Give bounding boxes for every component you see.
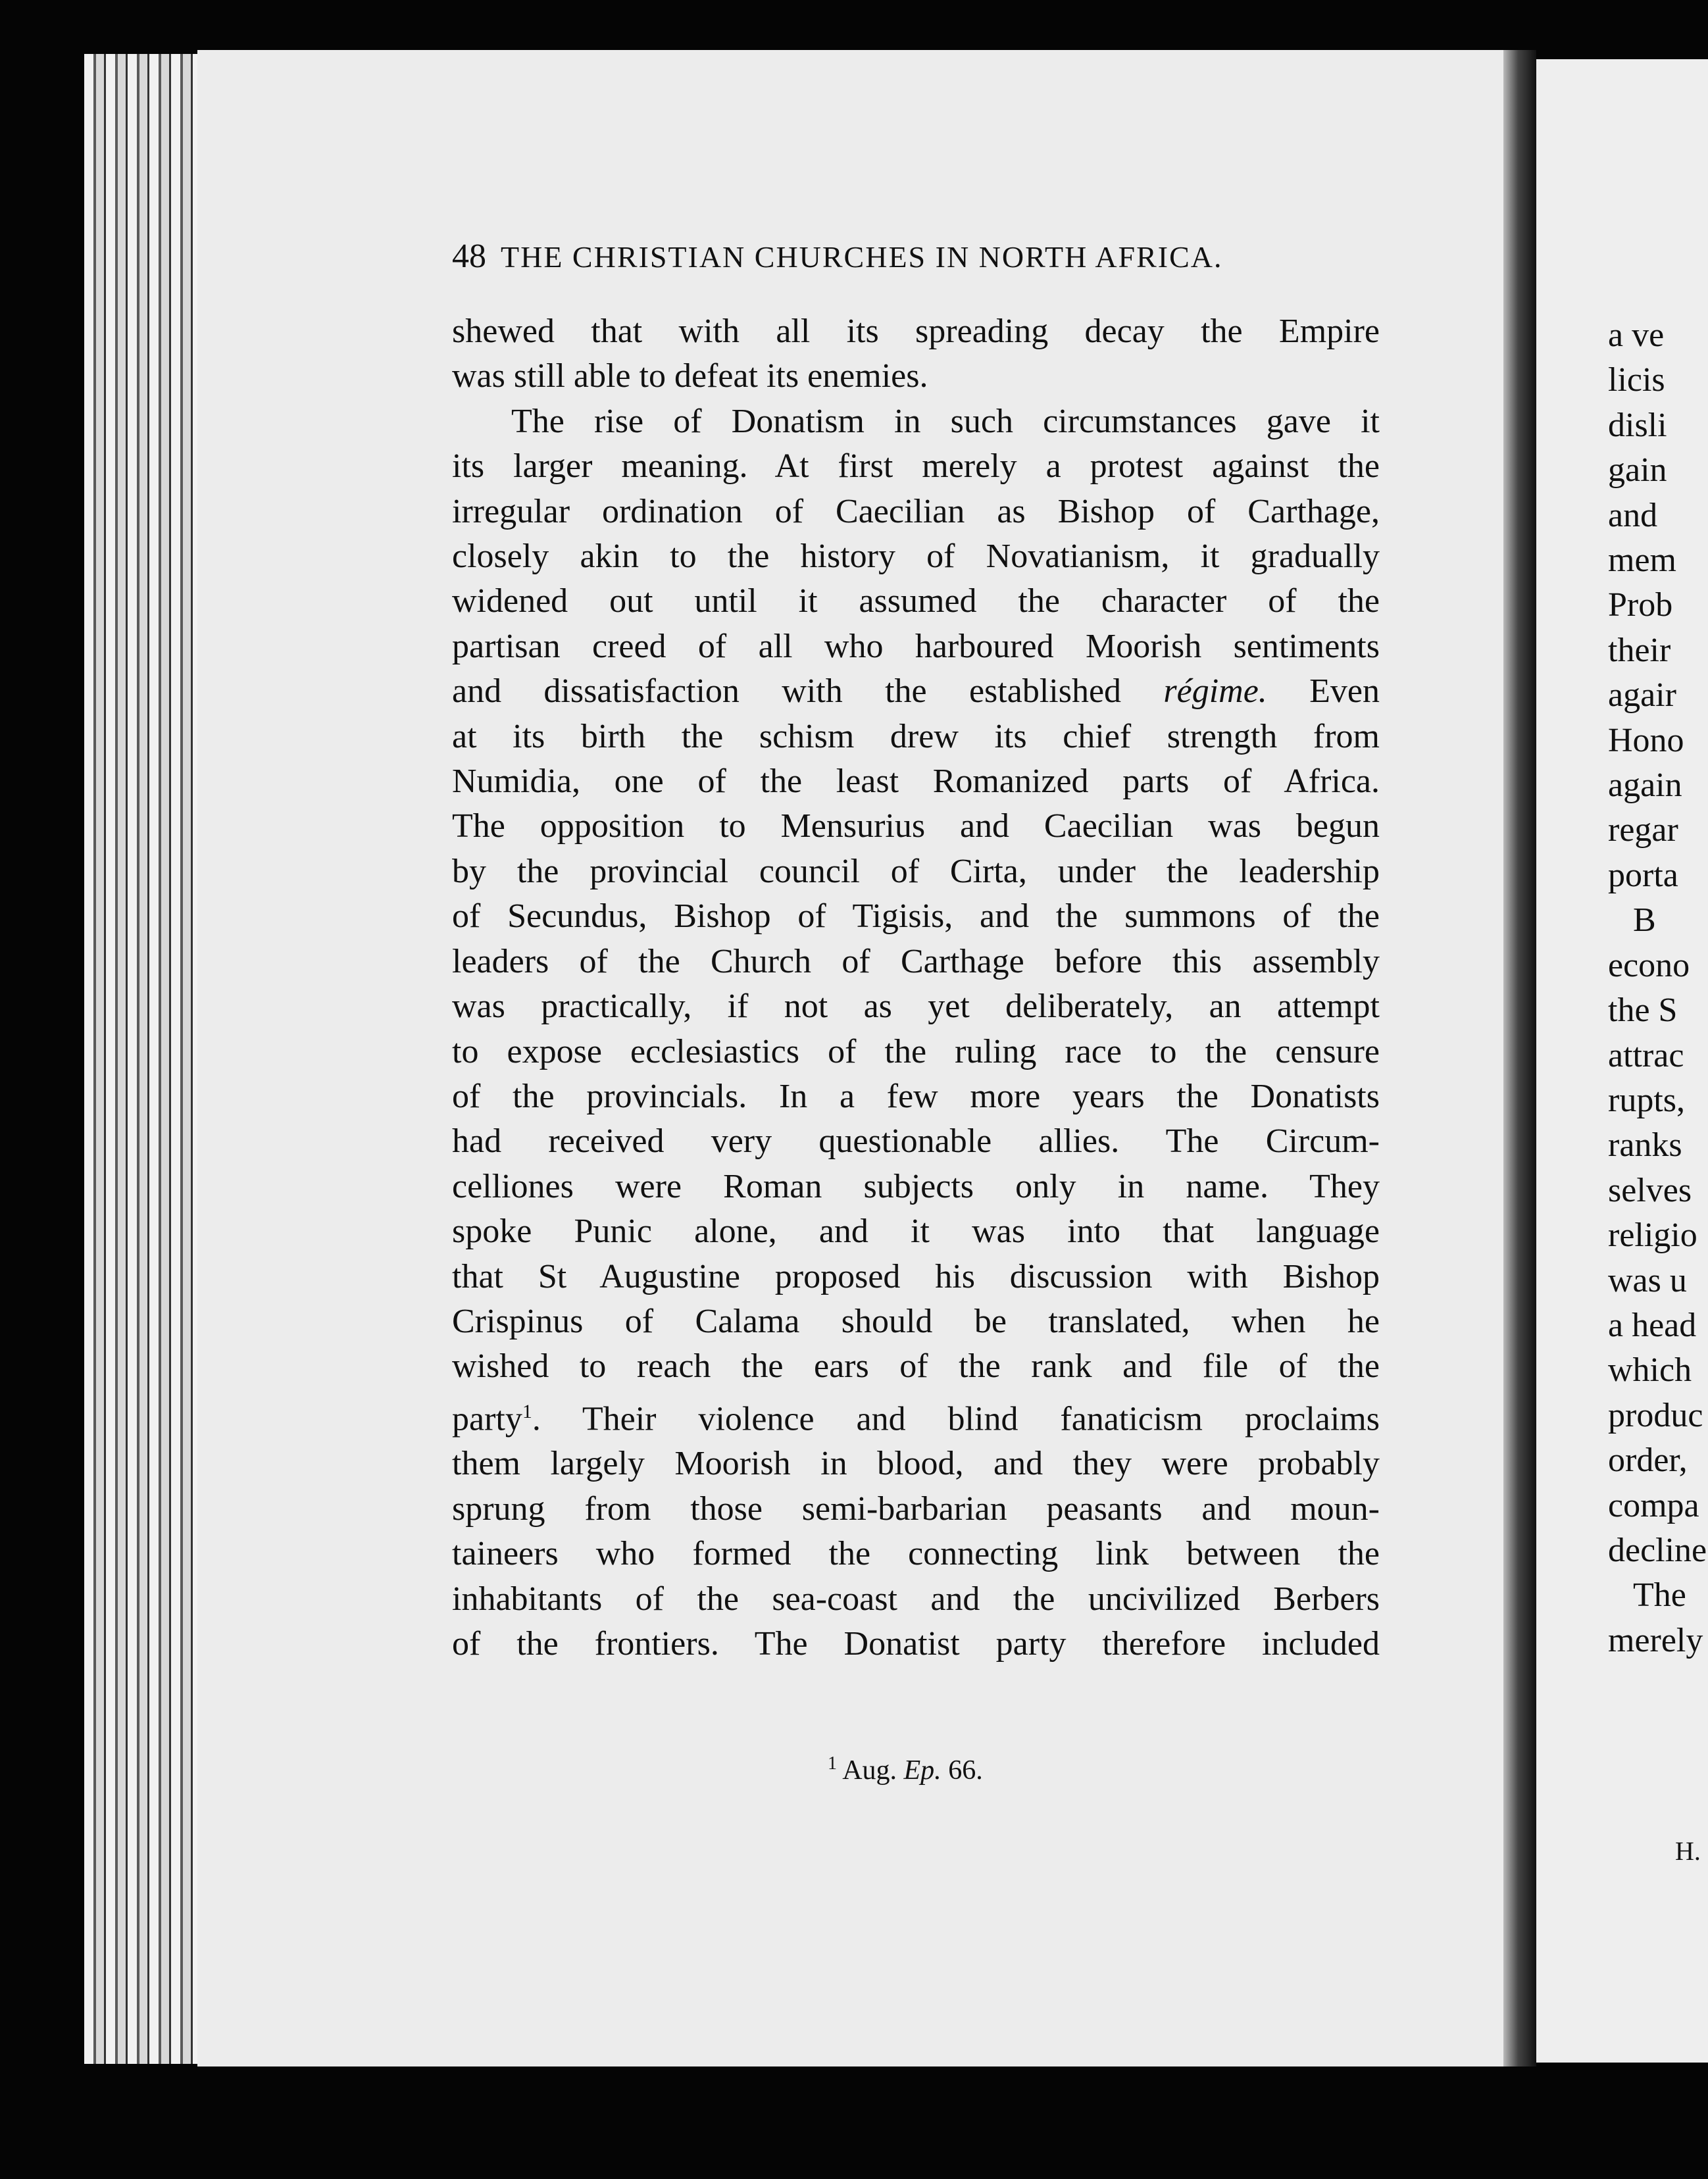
text-line: of the frontiers. The Donatist party therefore included (452, 1625, 1380, 1663)
text-line: order, (1608, 1441, 1688, 1480)
text-line: them largely Moorish in blood, and they were probably (452, 1445, 1380, 1483)
text-line: mem (1608, 541, 1676, 580)
text-line: porta (1608, 856, 1678, 894)
text-line: decline (1608, 1531, 1707, 1569)
text-line: gain (1608, 451, 1667, 489)
text-line: irregular ordination of Caecilian as Bishop of Carthage, (452, 492, 1380, 530)
italic-term: régime. (1163, 672, 1267, 711)
page-number: 48 (452, 238, 486, 275)
text-line: again (1608, 766, 1682, 805)
footnote-ref: 1 (522, 1400, 532, 1422)
text-line: by the provincial council of Cirta, under the leadership (452, 852, 1380, 890)
running-header (452, 237, 1307, 276)
text-span: party (452, 1400, 522, 1438)
text-line: attrac (1608, 1036, 1684, 1074)
text-line: their (1608, 631, 1671, 669)
text-line: licis (1608, 361, 1665, 399)
text-line: Hono (1608, 721, 1684, 759)
main-text (452, 309, 1386, 1667)
text-line: was still able to defeat its enemies. (452, 357, 928, 395)
text-line: was practically, if not as yet deliberately, an attempt (452, 988, 1380, 1026)
footnote-marker: 1 (828, 1753, 837, 1774)
text-line: at its birth the schism drew its chief strength from (452, 717, 1380, 755)
text-line: The (1633, 1576, 1686, 1615)
text-line: B (1633, 901, 1656, 939)
text-line: of Secundus, Bishop of Tigisis, and the summons of the (452, 897, 1380, 936)
text-line: taineers who formed the connecting link between the (452, 1535, 1380, 1573)
text-line: closely akin to the history of Novatianism, it gradually (452, 538, 1380, 576)
text-line: regar (1608, 811, 1678, 849)
right-page-text (1608, 313, 1707, 1663)
text-line: widened out until it assumed the character of the (452, 582, 1380, 620)
text-line: of the provincials. In a few more years the Donatists (452, 1077, 1380, 1115)
text-line: inhabitants of the sea-coast and the uncivilized Berbers (452, 1580, 1380, 1618)
footnote-italic: Ep. (903, 1755, 942, 1786)
text-line: rupts, (1608, 1081, 1685, 1119)
right-page-signature: H. (1675, 1836, 1701, 1866)
text-line: religio (1608, 1216, 1697, 1255)
text-line: partisan creed of all who harboured Moorish sentiments (452, 627, 1380, 665)
text-line: its larger meaning. At first merely a protest against the (452, 447, 1380, 486)
text-line: that St Augustine proposed his discussion with Bishop (452, 1257, 1380, 1295)
text-line: spoke Punic alone, and it was into that language (452, 1213, 1380, 1251)
text-line: which (1608, 1351, 1692, 1390)
text-line: ranks (1608, 1126, 1682, 1165)
text-line: celliones were Roman subjects only in name. They (452, 1167, 1380, 1205)
text-span: Even (1309, 672, 1380, 711)
text-span: . Their violence and blind fanaticism proclaims (532, 1400, 1380, 1438)
text-line: compa (1608, 1486, 1699, 1524)
text-line: to expose ecclesiastics of the ruling race to the censure (452, 1032, 1380, 1070)
text-line: wished to reach the ears of the rank and file of the (452, 1347, 1380, 1386)
text-line: shewed that with all its spreading decay the Empire (452, 313, 1380, 350)
text-line: had received very questionable allies. The Circum- (452, 1122, 1380, 1161)
footnote-text: 66. (948, 1755, 983, 1786)
text-line: a head (1608, 1306, 1697, 1344)
text-line: agair (1608, 676, 1676, 714)
text-line: selves (1608, 1171, 1692, 1209)
text-line: a ve (1608, 316, 1665, 354)
text-line: was u (1608, 1261, 1687, 1299)
text-line: The opposition to Mensurius and Caecilian was begun (452, 807, 1380, 845)
footnote (828, 1753, 983, 1786)
text-line: produc (1608, 1396, 1703, 1434)
text-line: Crispinus of Calama should be translated, when he (452, 1302, 1380, 1340)
text-line: Numidia, one of the least Romanized parts of Africa. (452, 763, 1380, 801)
book-page-edges (84, 54, 199, 2064)
text-line: and (1608, 496, 1658, 534)
text-line: econo (1608, 946, 1690, 984)
footnote-text: Aug. (842, 1755, 897, 1786)
text-line: disli (1608, 406, 1667, 444)
running-title: THE CHRISTIAN CHURCHES IN NORTH AFRICA. (501, 240, 1223, 274)
text-line: sprung from those semi-barbarian peasants and moun- (452, 1490, 1380, 1528)
text-line: Prob (1608, 586, 1673, 624)
text-span: and dissatisfaction with the established (452, 672, 1122, 711)
text-line: merely (1608, 1621, 1703, 1659)
text-line: The rise of Donatism in such circumstances gave it (511, 402, 1380, 440)
text-line: the S (1608, 991, 1678, 1030)
text-line (452, 669, 1380, 714)
book-gutter (1503, 50, 1536, 2066)
text-line: leaders of the Church of Carthage before this assembly (452, 942, 1380, 980)
text-line (452, 1390, 1380, 1442)
